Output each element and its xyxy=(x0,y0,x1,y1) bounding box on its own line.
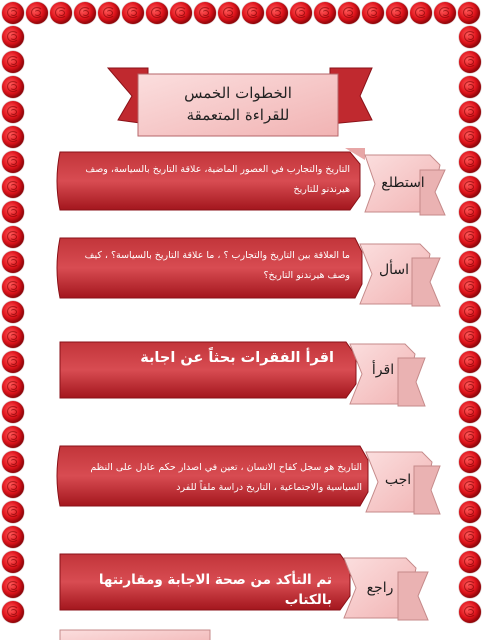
page-title xyxy=(148,82,328,126)
step-3-label: اقرأ xyxy=(371,362,395,378)
step-1-label: استطلع xyxy=(381,175,425,191)
title-line-1: الخطوات الخمس xyxy=(184,84,292,102)
partial-ribbon xyxy=(60,630,210,640)
step-5-text: تم التأكد من صحة الاجابة ومقارنتها بالكتاب xyxy=(98,572,332,608)
step-4-text: التاريخ هو سجل كفاح الانسان ، تعين في اصدار حكم عادل على النظم السياسية والاجتماعية ، التاريخ دراسة ملفاً للفرد xyxy=(90,462,362,493)
step-2-text: ما العلاقة بين التاريخ والتجارب ؟ ، ما علاقة التاريخ بالسياسة؟ ، كيف وصف هيرندنو التاريخ؟ xyxy=(84,250,350,281)
step-2-label: اسأل xyxy=(378,262,410,278)
step-3-text: اقرأ الفقرات بحثاً عن اجابة xyxy=(140,350,334,366)
step-4-label: اجب xyxy=(384,472,412,488)
title-line-2: للقراءة المتعمقة xyxy=(186,106,290,124)
step-5-label: راجع xyxy=(366,580,394,596)
step-1-text: التاريخ والتجارب في العصور الماضية، علاقة التاريخ بالسياسة، وصف هيرندنو للتاريخ xyxy=(85,164,350,195)
